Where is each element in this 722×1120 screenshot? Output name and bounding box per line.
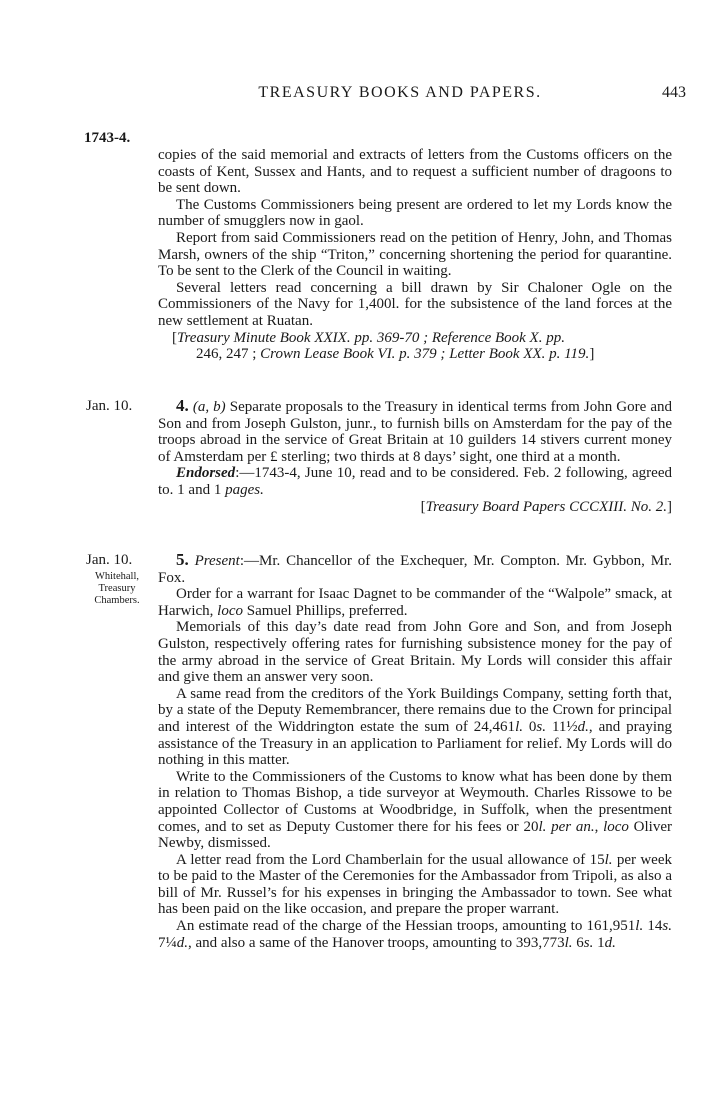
item4-section (158, 398, 672, 515)
paragraph (158, 686, 672, 769)
text-run: 14 (643, 918, 663, 935)
text-run: An estimate read of the charge of the Hessian troops, amounting to 161,951 (176, 918, 636, 935)
item5-section (158, 552, 672, 951)
unit: l. (538, 818, 547, 835)
source-reference: [Treasury Minute Book XXIX. pp. 369-70 ; Reference Book X. pp. 246, 247 ; Crown Lease Book VI. p. 379 ; Letter Book XX. p. 119.] (172, 329, 595, 363)
intro-section (158, 147, 672, 363)
ref-part: 246, 247 ; (196, 346, 257, 363)
text-run: , and praying assistance of the Treasury in an application to Parliament for relief. My Lords will do nothing in this matter. (158, 718, 673, 769)
unit: s. (536, 718, 547, 735)
text-run: , and also a same of the Hanover troops, amounting to 393,773 (188, 934, 565, 951)
pages-word: pages. (225, 481, 264, 498)
item-number: 4. (176, 396, 189, 415)
unit: l. (604, 851, 613, 868)
item-text: Separate proposals to the Treasury in identical terms from John Gore and Son and from Joseph Gulston, junr., to furnish bills on Amsterdam for the pay of the troops abroad in the service of Great Britain at 10 guilders 14 stivers current money of Amsterdam per £ sterling; two thirds at 8 days’ sight, one third at a month. (158, 399, 672, 465)
present-text: :—Mr. Chancellor of the Exchequer, Mr. Compton. Mr. Gybbon, Mr. Fox. (158, 553, 672, 586)
item4-margin (86, 398, 148, 415)
text-run: 1 (593, 934, 605, 951)
unit: l. (564, 934, 573, 951)
text-run: per an. (551, 818, 595, 835)
endorsed-text: :—1743-4, June 10, read and to be considered. Feb. 2 following, agreed to. 1 and 1 (158, 465, 672, 498)
paragraph: Memorials of this day’s date read from John Gore and Son, and from Joseph Gulston, respectively offering rates for furnishing subsistence money for the pay of the army abroad in the service of Great Britain. My Lords will consider this affair and give them an answer very soon. (158, 619, 672, 686)
ref-text: Treasury Board Papers CCCXIII. No. 2. (425, 498, 667, 515)
paragraph: Report from said Commissioners read on the petition of Henry, John, and Thomas Marsh, owners of the ship “Triton,” concerning shortening the period for quarantine. To be sent to the Clerk of the Council in waiting. (158, 229, 672, 280)
running-title: TREASURY BOOKS AND PAPERS. (258, 84, 542, 101)
text-run: A letter read from the Lord Chamberlain for the usual allowance of 15 (176, 851, 605, 868)
text-run: Write to the Commissioners of the Customs to know what has been done by them in relation to Thomas Bishop, a tide surveyor at Weymouth. Charles Rissowe to be appointed Collector of Customs at Woodbridge, in Suffolk, when the presentment comes, and to set as Deputy Customer there for his fees or 20 (158, 768, 672, 835)
location-line: Treasury (98, 583, 136, 594)
unit: l. (635, 918, 644, 935)
location-line: Chambers. (94, 595, 140, 606)
text-run: 6 (572, 934, 584, 951)
unit: s. (662, 918, 673, 935)
unit: d. (577, 718, 589, 735)
paragraph: The Customs Commissioners being present are ordered to let my Lords know the number of smugglers now in gaol. (158, 196, 672, 230)
year-marginal-note: 1743-4. (84, 130, 131, 146)
page-header (0, 84, 722, 106)
item4-date: Jan. 10. (86, 398, 133, 414)
ref-part: Letter Book XX. p. 119. (449, 346, 590, 363)
unit: d. (604, 934, 616, 951)
paragraph: copies of the said memorial and extracts of letters from the Customs officers on the coasts of Kent, Sussex and Hants, and to request a sufficient number of dragoons to be sent down. (158, 147, 672, 197)
text-run: A same read from the creditors of the York Buildings Company, setting forth that, by a state of the Deputy Remembrancer, there remains due to the Crown for principal and interest of the Widdrington estate the sum of 24,461 (158, 685, 672, 735)
present-label: Present (194, 553, 240, 569)
unit: d. (176, 934, 188, 951)
text-run: Oliver Newby, dismissed. (158, 818, 672, 852)
ref-part: Treasury Minute Book XXIX. pp. 369-70 ; (177, 329, 429, 346)
text-run: Samuel Phillips, preferred. (246, 602, 408, 619)
unit: s. (583, 934, 594, 951)
text-run: loco (217, 602, 243, 619)
item5-location (86, 571, 148, 607)
text-run: 7¼ (158, 934, 177, 951)
item-number: 5. (176, 550, 189, 569)
item5-date: Jan. 10. (86, 552, 133, 568)
ref-part: Reference Book X. pp. (431, 329, 565, 346)
paragraph (158, 552, 672, 586)
paragraph (158, 586, 672, 619)
source-reference: [Treasury Board Papers CCCXIII. No. 2.] (420, 498, 672, 515)
text-run: loco (603, 818, 629, 835)
item-label: (a, b) (192, 399, 226, 415)
text-run: Order for a warrant for Isaac Dagnet to be commander of the “Walpole” smack, at Harwich, (158, 586, 672, 619)
page-number: 443 (662, 84, 686, 101)
endorsement (158, 465, 672, 498)
ref-part: Crown Lease Book VI. p. 379 ; (260, 346, 446, 363)
text-run: 11½ (546, 718, 578, 735)
unit: l. (515, 718, 523, 735)
text-run: per week to be paid to the Master of the Ceremonies for the Ambassador from Tripoli, as also a bill of Mr. Russel’s for his expenses in bringing the Ambassador to town. See what has been paid on the like occasion, and prepare the proper warrant. (158, 851, 672, 918)
endorsed-label: Endorsed (176, 465, 236, 482)
item5-margin (86, 552, 148, 607)
paragraph (158, 852, 672, 918)
paragraph: Several letters read concerning a bill drawn by Sir Chaloner Ogle on the Commissioners of the Navy for 1,400l. for the subsistence of the land forces at the new settlement at Ruatan. (158, 279, 672, 329)
location-line: Whitehall, (94, 571, 140, 582)
text-run: 0 (522, 718, 537, 735)
paragraph: Write to the Commissioners of the Customs to know what has been done by them in relation to Thomas Bishop, a tide surveyor at Weymouth. Charles Rissowe to be appointed Collector of Customs at Woodbridge, in Suffolk, when the presentment comes, and to set as Deputy Customer there for his fees or 20l. per an., loco Oliver Newby, dismissed. (158, 768, 672, 852)
paragraph (158, 918, 672, 951)
paragraph (158, 398, 672, 465)
